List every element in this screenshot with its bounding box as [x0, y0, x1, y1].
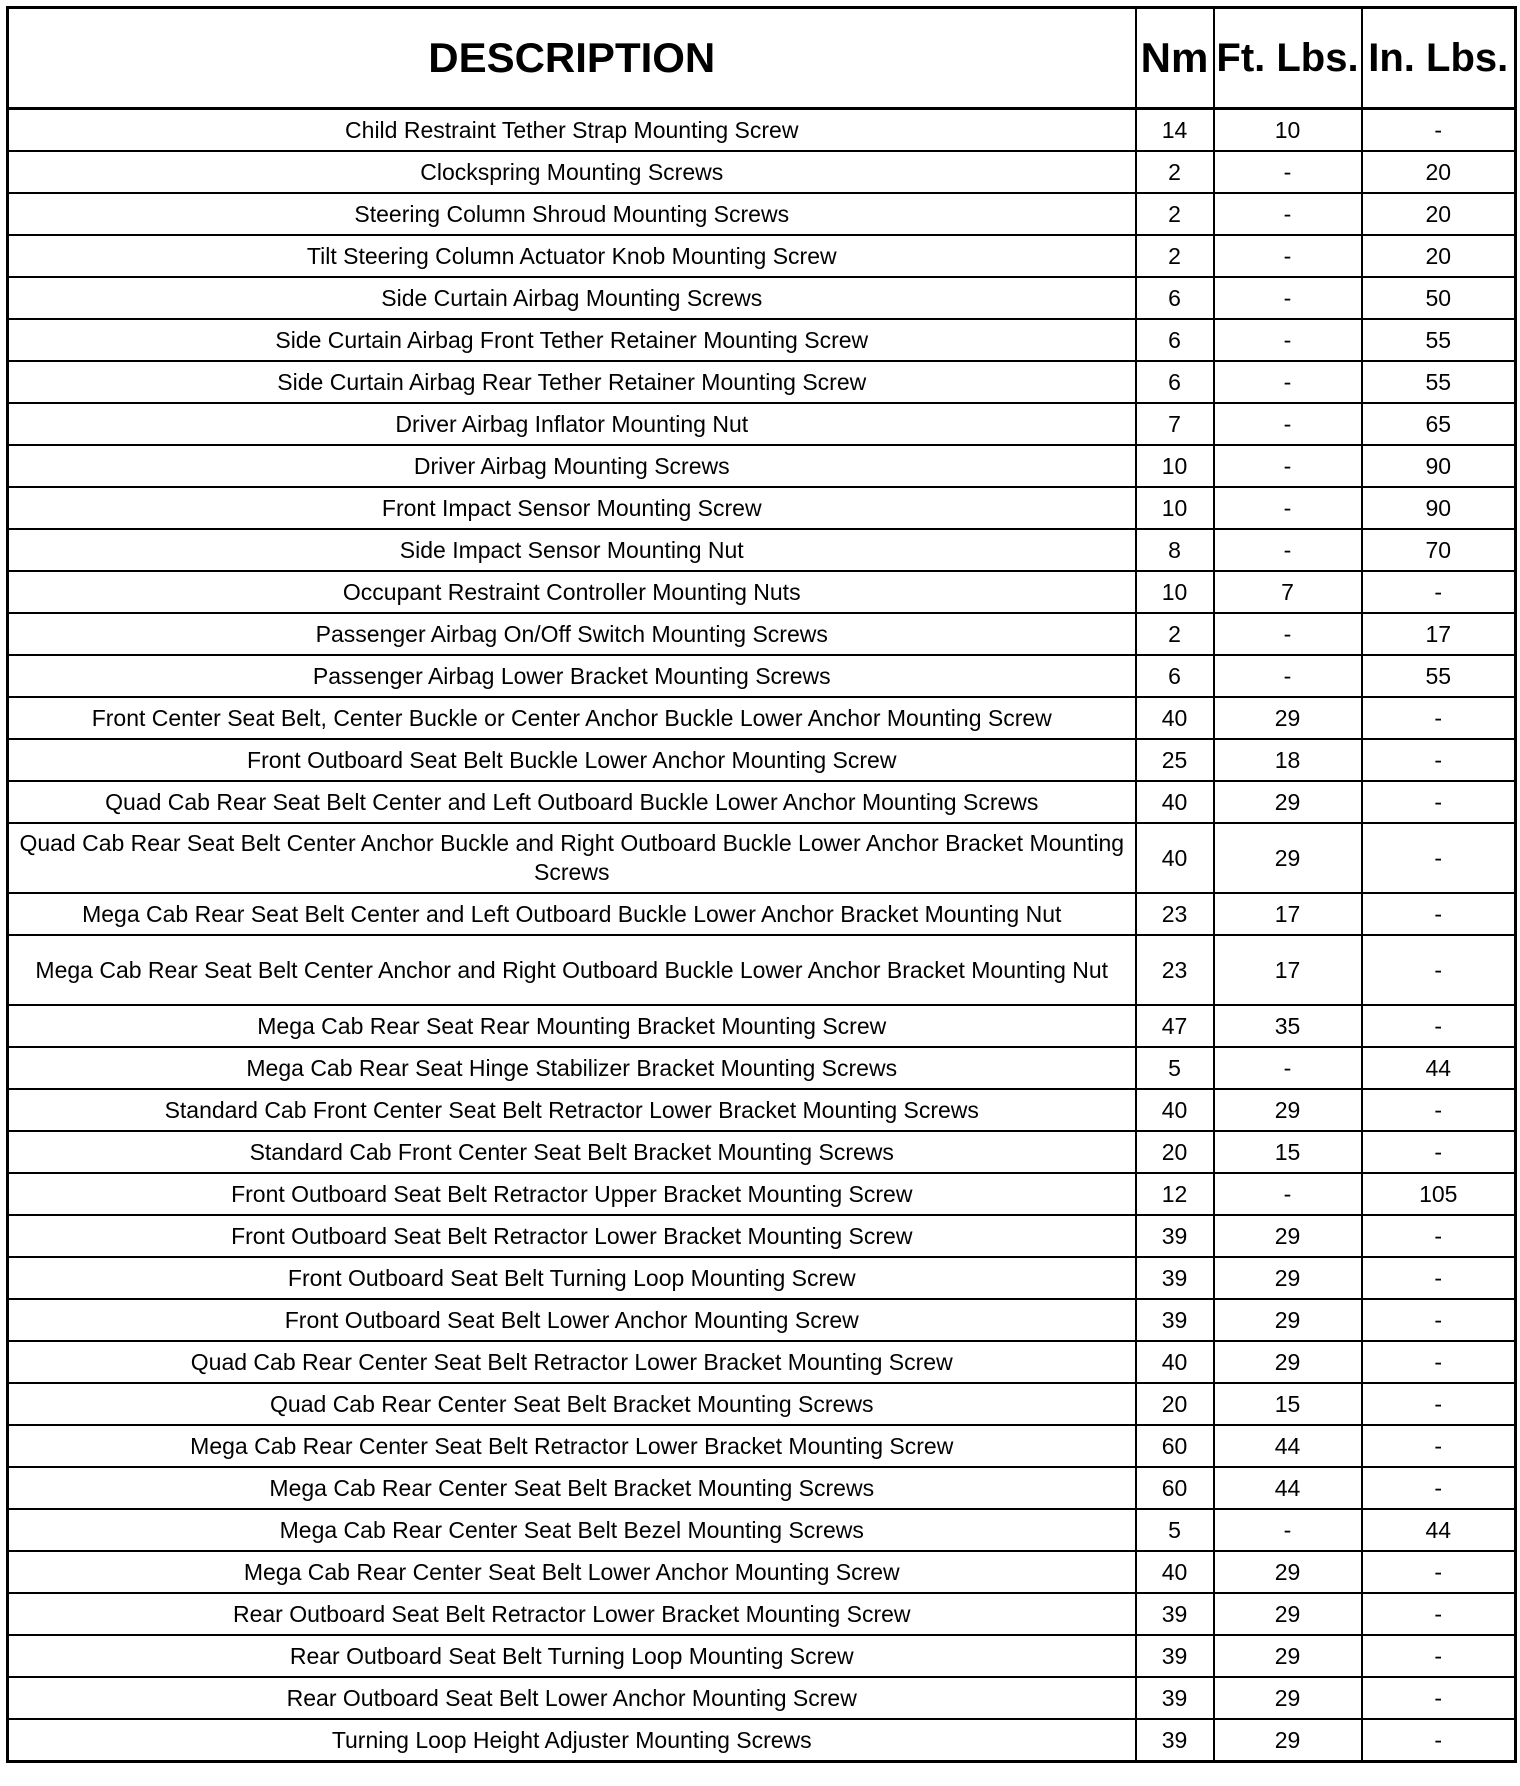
header-description: DESCRIPTION — [8, 8, 1136, 109]
table-row — [8, 1215, 1516, 1257]
cell-in-lbs: - — [1362, 1593, 1516, 1635]
table-row — [8, 739, 1516, 781]
header-ft-lbs: Ft. Lbs. — [1214, 8, 1362, 109]
cell-in-lbs: - — [1362, 781, 1516, 823]
cell-ft-lbs: 44 — [1214, 1425, 1362, 1467]
cell-description: Rear Outboard Seat Belt Retractor Lower Bracket Mounting Screw — [8, 1593, 1136, 1635]
cell-description: Front Center Seat Belt, Center Buckle or Center Anchor Buckle Lower Anchor Mounting Screw — [8, 697, 1136, 739]
table-row — [8, 1173, 1516, 1215]
cell-ft-lbs: - — [1214, 277, 1362, 319]
cell-description: Side Curtain Airbag Mounting Screws — [8, 277, 1136, 319]
cell-description: Front Outboard Seat Belt Buckle Lower Anchor Mounting Screw — [8, 739, 1136, 781]
cell-description: Passenger Airbag Lower Bracket Mounting Screws — [8, 655, 1136, 697]
table-row — [8, 1131, 1516, 1173]
cell-description: Mega Cab Rear Center Seat Belt Retractor Lower Bracket Mounting Screw — [8, 1425, 1136, 1467]
cell-description: Quad Cab Rear Center Seat Belt Retractor Lower Bracket Mounting Screw — [8, 1341, 1136, 1383]
cell-in-lbs: - — [1362, 1425, 1516, 1467]
cell-description: Mega Cab Rear Seat Rear Mounting Bracket Mounting Screw — [8, 1005, 1136, 1047]
cell-ft-lbs: 29 — [1214, 1089, 1362, 1131]
table-body — [8, 109, 1516, 1762]
cell-nm: 10 — [1136, 445, 1214, 487]
cell-in-lbs: - — [1362, 1635, 1516, 1677]
table-row — [8, 235, 1516, 277]
cell-in-lbs: - — [1362, 1551, 1516, 1593]
cell-ft-lbs: 15 — [1214, 1131, 1362, 1173]
table-row — [8, 151, 1516, 193]
cell-description: Rear Outboard Seat Belt Lower Anchor Mounting Screw — [8, 1677, 1136, 1719]
cell-description: Occupant Restraint Controller Mounting Nuts — [8, 571, 1136, 613]
cell-description: Quad Cab Rear Center Seat Belt Bracket Mounting Screws — [8, 1383, 1136, 1425]
cell-ft-lbs: 10 — [1214, 109, 1362, 152]
cell-in-lbs: - — [1362, 1677, 1516, 1719]
cell-nm: 10 — [1136, 571, 1214, 613]
cell-description: Mega Cab Rear Seat Hinge Stabilizer Bracket Mounting Screws — [8, 1047, 1136, 1089]
table-row — [8, 1425, 1516, 1467]
cell-ft-lbs: - — [1214, 487, 1362, 529]
cell-description: Mega Cab Rear Seat Belt Center Anchor and Right Outboard Buckle Lower Anchor Bracket Mounting Nut — [8, 935, 1136, 1005]
cell-nm: 7 — [1136, 403, 1214, 445]
cell-ft-lbs: 15 — [1214, 1383, 1362, 1425]
cell-in-lbs: - — [1362, 1089, 1516, 1131]
cell-ft-lbs: - — [1214, 403, 1362, 445]
table-row — [8, 613, 1516, 655]
cell-in-lbs: - — [1362, 1341, 1516, 1383]
cell-nm: 2 — [1136, 235, 1214, 277]
cell-in-lbs: 90 — [1362, 487, 1516, 529]
cell-nm: 40 — [1136, 697, 1214, 739]
cell-ft-lbs: 17 — [1214, 893, 1362, 935]
cell-description: Mega Cab Rear Seat Belt Center and Left Outboard Buckle Lower Anchor Bracket Mounting Nut — [8, 893, 1136, 935]
cell-nm: 6 — [1136, 319, 1214, 361]
header-in-lbs: In. Lbs. — [1362, 8, 1516, 109]
cell-nm: 60 — [1136, 1425, 1214, 1467]
cell-in-lbs: - — [1362, 571, 1516, 613]
cell-description: Turning Loop Height Adjuster Mounting Screws — [8, 1719, 1136, 1762]
table-row — [8, 1089, 1516, 1131]
cell-nm: 39 — [1136, 1257, 1214, 1299]
cell-in-lbs: - — [1362, 1131, 1516, 1173]
cell-nm: 6 — [1136, 655, 1214, 697]
cell-in-lbs: - — [1362, 1383, 1516, 1425]
cell-in-lbs: 20 — [1362, 193, 1516, 235]
cell-description: Side Impact Sensor Mounting Nut — [8, 529, 1136, 571]
cell-ft-lbs: 44 — [1214, 1467, 1362, 1509]
cell-ft-lbs: - — [1214, 235, 1362, 277]
cell-nm: 14 — [1136, 109, 1214, 152]
cell-nm: 39 — [1136, 1719, 1214, 1762]
table-row — [8, 361, 1516, 403]
cell-description: Passenger Airbag On/Off Switch Mounting Screws — [8, 613, 1136, 655]
cell-description: Tilt Steering Column Actuator Knob Mounting Screw — [8, 235, 1136, 277]
table-row — [8, 1047, 1516, 1089]
cell-ft-lbs: - — [1214, 655, 1362, 697]
table-row — [8, 277, 1516, 319]
cell-description: Quad Cab Rear Seat Belt Center Anchor Buckle and Right Outboard Buckle Lower Anchor Bracket Mounting Screws — [8, 823, 1136, 893]
table-header-row — [8, 8, 1516, 109]
cell-nm: 39 — [1136, 1215, 1214, 1257]
cell-ft-lbs: 29 — [1214, 1299, 1362, 1341]
table-row — [8, 319, 1516, 361]
cell-ft-lbs: - — [1214, 193, 1362, 235]
table-row — [8, 403, 1516, 445]
cell-description: Standard Cab Front Center Seat Belt Retractor Lower Bracket Mounting Screws — [8, 1089, 1136, 1131]
cell-nm: 39 — [1136, 1677, 1214, 1719]
table-row — [8, 1719, 1516, 1762]
cell-in-lbs: - — [1362, 739, 1516, 781]
cell-nm: 2 — [1136, 193, 1214, 235]
cell-in-lbs: - — [1362, 109, 1516, 152]
cell-nm: 12 — [1136, 1173, 1214, 1215]
table-row — [8, 1005, 1516, 1047]
cell-in-lbs: - — [1362, 1257, 1516, 1299]
cell-nm: 5 — [1136, 1047, 1214, 1089]
torque-specification-table — [6, 6, 1517, 1763]
cell-in-lbs: - — [1362, 893, 1516, 935]
cell-ft-lbs: - — [1214, 319, 1362, 361]
cell-in-lbs: - — [1362, 1467, 1516, 1509]
table-row — [8, 1593, 1516, 1635]
cell-description: Driver Airbag Inflator Mounting Nut — [8, 403, 1136, 445]
cell-in-lbs: - — [1362, 1215, 1516, 1257]
cell-nm: 23 — [1136, 893, 1214, 935]
table-row — [8, 529, 1516, 571]
cell-description: Standard Cab Front Center Seat Belt Bracket Mounting Screws — [8, 1131, 1136, 1173]
cell-description: Front Outboard Seat Belt Turning Loop Mounting Screw — [8, 1257, 1136, 1299]
cell-ft-lbs: - — [1214, 1047, 1362, 1089]
cell-nm: 39 — [1136, 1299, 1214, 1341]
table-row — [8, 781, 1516, 823]
cell-nm: 20 — [1136, 1131, 1214, 1173]
cell-description: Steering Column Shroud Mounting Screws — [8, 193, 1136, 235]
cell-nm: 23 — [1136, 935, 1214, 1005]
cell-ft-lbs: 29 — [1214, 1257, 1362, 1299]
cell-ft-lbs: 35 — [1214, 1005, 1362, 1047]
cell-nm: 40 — [1136, 823, 1214, 893]
cell-nm: 40 — [1136, 1551, 1214, 1593]
cell-nm: 40 — [1136, 781, 1214, 823]
cell-description: Quad Cab Rear Seat Belt Center and Left Outboard Buckle Lower Anchor Mounting Screws — [8, 781, 1136, 823]
cell-in-lbs: 20 — [1362, 151, 1516, 193]
table-row — [8, 109, 1516, 152]
cell-ft-lbs: 29 — [1214, 697, 1362, 739]
table-row — [8, 1509, 1516, 1551]
cell-ft-lbs: 17 — [1214, 935, 1362, 1005]
cell-nm: 47 — [1136, 1005, 1214, 1047]
cell-ft-lbs: 29 — [1214, 781, 1362, 823]
table-row — [8, 1257, 1516, 1299]
cell-ft-lbs: 29 — [1214, 1677, 1362, 1719]
cell-nm: 2 — [1136, 613, 1214, 655]
cell-ft-lbs: 29 — [1214, 1341, 1362, 1383]
table-row — [8, 1341, 1516, 1383]
cell-nm: 60 — [1136, 1467, 1214, 1509]
table-row — [8, 487, 1516, 529]
table-row — [8, 1467, 1516, 1509]
cell-in-lbs: 90 — [1362, 445, 1516, 487]
cell-in-lbs: - — [1362, 1005, 1516, 1047]
table-row — [8, 823, 1516, 893]
cell-nm: 39 — [1136, 1593, 1214, 1635]
table-row — [8, 935, 1516, 1005]
cell-in-lbs: - — [1362, 1299, 1516, 1341]
cell-ft-lbs: 29 — [1214, 1635, 1362, 1677]
cell-nm: 39 — [1136, 1635, 1214, 1677]
table-row — [8, 1677, 1516, 1719]
cell-ft-lbs: - — [1214, 1509, 1362, 1551]
cell-in-lbs: 70 — [1362, 529, 1516, 571]
cell-nm: 5 — [1136, 1509, 1214, 1551]
cell-description: Mega Cab Rear Center Seat Belt Bezel Mounting Screws — [8, 1509, 1136, 1551]
cell-description: Front Impact Sensor Mounting Screw — [8, 487, 1136, 529]
cell-in-lbs: - — [1362, 935, 1516, 1005]
cell-in-lbs: - — [1362, 823, 1516, 893]
table-row — [8, 445, 1516, 487]
cell-description: Child Restraint Tether Strap Mounting Screw — [8, 109, 1136, 152]
cell-in-lbs: 44 — [1362, 1509, 1516, 1551]
table-row — [8, 655, 1516, 697]
cell-ft-lbs: 29 — [1214, 1719, 1362, 1762]
cell-ft-lbs: - — [1214, 529, 1362, 571]
table-row — [8, 193, 1516, 235]
cell-in-lbs: 105 — [1362, 1173, 1516, 1215]
cell-ft-lbs: - — [1214, 361, 1362, 403]
cell-nm: 8 — [1136, 529, 1214, 571]
table-row — [8, 1383, 1516, 1425]
cell-nm: 2 — [1136, 151, 1214, 193]
cell-in-lbs: - — [1362, 1719, 1516, 1762]
cell-ft-lbs: 29 — [1214, 1593, 1362, 1635]
cell-in-lbs: - — [1362, 697, 1516, 739]
cell-ft-lbs: 29 — [1214, 1215, 1362, 1257]
cell-description: Driver Airbag Mounting Screws — [8, 445, 1136, 487]
table-row — [8, 697, 1516, 739]
cell-description: Clockspring Mounting Screws — [8, 151, 1136, 193]
cell-in-lbs: 55 — [1362, 361, 1516, 403]
table-row — [8, 571, 1516, 613]
header-nm: Nm — [1136, 8, 1214, 109]
cell-ft-lbs: - — [1214, 1173, 1362, 1215]
cell-description: Front Outboard Seat Belt Retractor Lower Bracket Mounting Screw — [8, 1215, 1136, 1257]
cell-ft-lbs: 18 — [1214, 739, 1362, 781]
cell-in-lbs: 50 — [1362, 277, 1516, 319]
cell-description: Side Curtain Airbag Front Tether Retainer Mounting Screw — [8, 319, 1136, 361]
cell-nm: 40 — [1136, 1089, 1214, 1131]
cell-description: Front Outboard Seat Belt Lower Anchor Mounting Screw — [8, 1299, 1136, 1341]
cell-in-lbs: 55 — [1362, 655, 1516, 697]
cell-ft-lbs: - — [1214, 613, 1362, 655]
cell-description: Mega Cab Rear Center Seat Belt Lower Anchor Mounting Screw — [8, 1551, 1136, 1593]
cell-description: Rear Outboard Seat Belt Turning Loop Mounting Screw — [8, 1635, 1136, 1677]
cell-ft-lbs: - — [1214, 151, 1362, 193]
table-row — [8, 893, 1516, 935]
cell-nm: 20 — [1136, 1383, 1214, 1425]
cell-description: Mega Cab Rear Center Seat Belt Bracket Mounting Screws — [8, 1467, 1136, 1509]
table-row — [8, 1635, 1516, 1677]
cell-ft-lbs: 7 — [1214, 571, 1362, 613]
cell-nm: 10 — [1136, 487, 1214, 529]
cell-nm: 6 — [1136, 361, 1214, 403]
cell-description: Front Outboard Seat Belt Retractor Upper Bracket Mounting Screw — [8, 1173, 1136, 1215]
cell-ft-lbs: - — [1214, 445, 1362, 487]
table-row — [8, 1299, 1516, 1341]
cell-nm: 25 — [1136, 739, 1214, 781]
cell-nm: 6 — [1136, 277, 1214, 319]
cell-ft-lbs: 29 — [1214, 823, 1362, 893]
cell-in-lbs: 55 — [1362, 319, 1516, 361]
cell-in-lbs: 20 — [1362, 235, 1516, 277]
cell-ft-lbs: 29 — [1214, 1551, 1362, 1593]
cell-description: Side Curtain Airbag Rear Tether Retainer Mounting Screw — [8, 361, 1136, 403]
cell-in-lbs: 65 — [1362, 403, 1516, 445]
cell-nm: 40 — [1136, 1341, 1214, 1383]
cell-in-lbs: 44 — [1362, 1047, 1516, 1089]
cell-in-lbs: 17 — [1362, 613, 1516, 655]
table-row — [8, 1551, 1516, 1593]
